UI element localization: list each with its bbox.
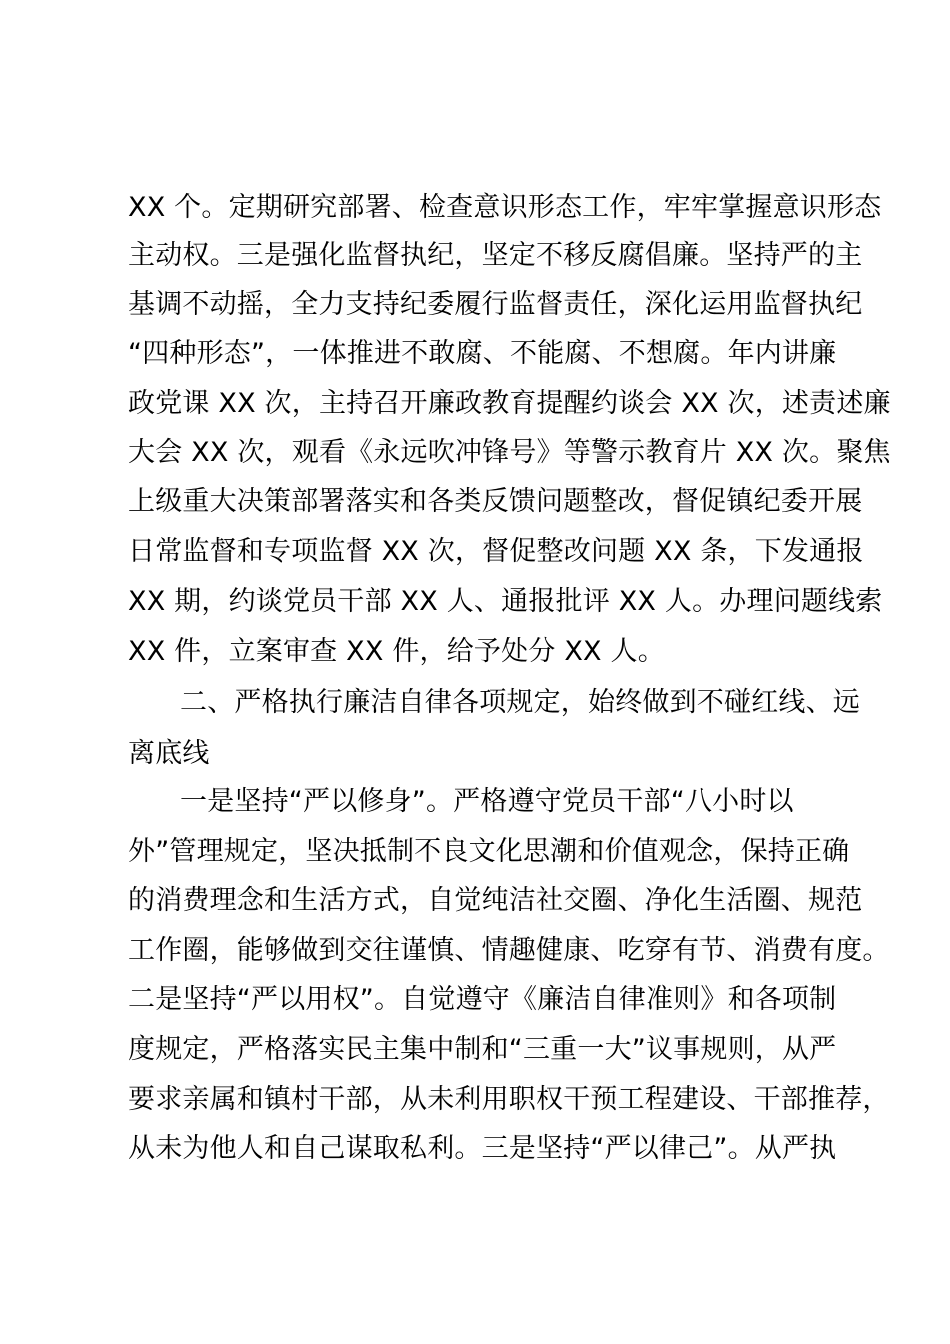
body-text-line: 外”管理规定，坚决抵制不良文化思潮和价值观念，保持正确 — [128, 836, 850, 867]
body-text-line: 大会 XX 次，观看《永远吹冲锋号》等警示教育片 XX 次。聚焦 — [128, 437, 891, 468]
body-text-line: XX 期，约谈党员干部 XX 人、通报批评 XX 人。办理问题线索 — [128, 586, 883, 617]
body-text-line: 基调不动摇，全力支持纪委履行监督责任，深化运用监督执纪 — [128, 289, 863, 320]
body-text-line: 从未为他人和自己谋取私利。三是坚持“严以律己”。从严执 — [128, 1133, 837, 1164]
body-text-line: 要求亲属和镇村干部，从未利用职权干预工程建设、干部推荐， — [128, 1084, 890, 1115]
body-text-line: XX 件，立案审查 XX 件，给予处分 XX 人。 — [128, 636, 665, 667]
body-text-line: 政党课 XX 次，主持召开廉政教育提醒约谈会 XX 次，述责述廉 — [128, 388, 891, 419]
body-text-line: 日常监督和专项监督 XX 次，督促整改问题 XX 条，下发通报 — [128, 536, 864, 567]
body-text-line: 二是坚持“严以用权”。自觉遵守《廉洁自律准则》和各项制 — [128, 984, 837, 1015]
body-text-line: 的消费理念和生活方式，自觉纯洁社交圈、净化生活圈、规范 — [128, 885, 863, 916]
body-text-line: 一是坚持“严以修身”。严格遵守党员干部“八小时以 — [180, 786, 794, 817]
body-text-line: XX 个。定期研究部署、检查意识形态工作，牢牢掌握意识形态 — [128, 192, 882, 223]
body-text-line: 主动权。三是强化监督执纪，坚定不移反腐倡廉。坚持严的主 — [128, 240, 863, 271]
section-heading: 二、严格执行廉洁自律各项规定，始终做到不碰红线、远 — [180, 687, 860, 718]
body-text-line: 度规定，严格落实民主集中制和“三重一大”议事规则，从严 — [128, 1034, 837, 1065]
body-text-line: 上级重大决策部署落实和各类反馈问题整改，督促镇纪委开展 — [128, 486, 863, 517]
body-text-line: 工作圈，能够做到交往谨慎、情趣健康、吃穿有节、消费有度。 — [128, 935, 890, 966]
section-heading-continued: 离底线 — [128, 738, 210, 769]
body-text-line: “四种形态”，一体推进不敢腐、不能腐、不想腐。年内讲廉 — [128, 338, 837, 369]
